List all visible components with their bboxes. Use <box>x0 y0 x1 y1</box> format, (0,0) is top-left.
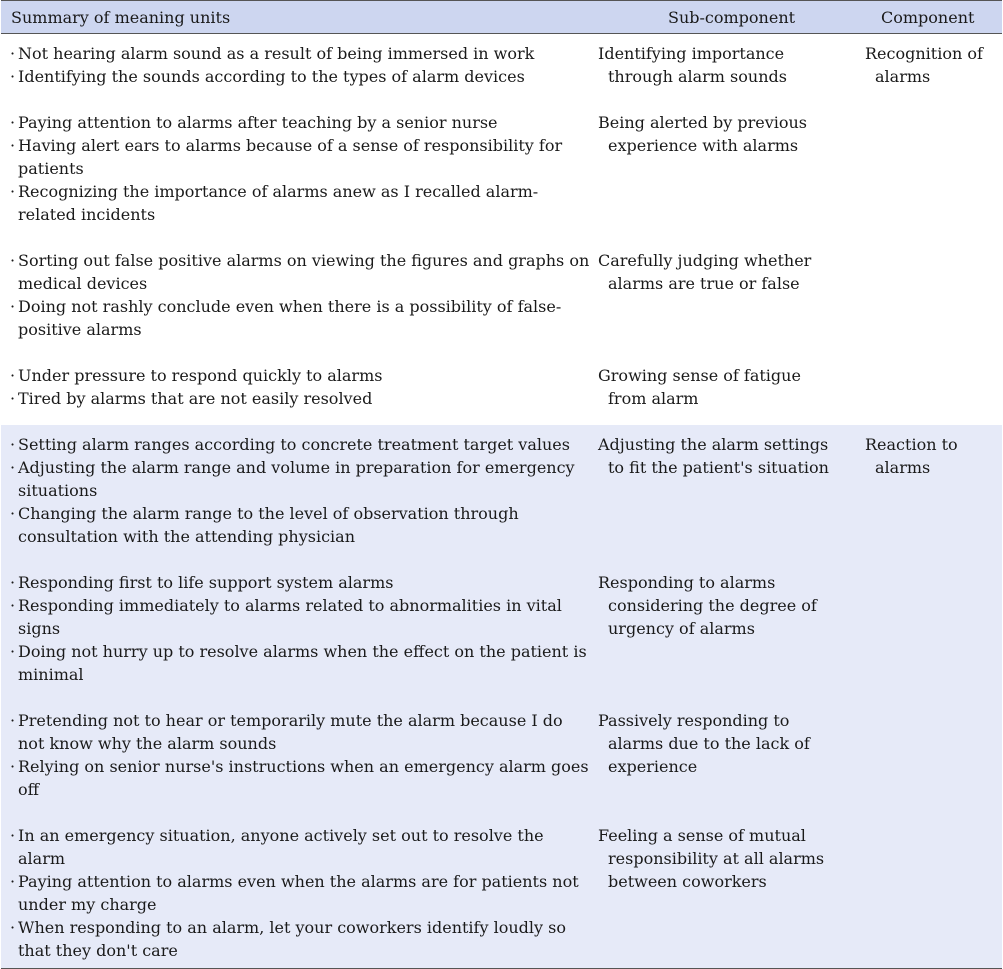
meaning-unit <box>1 870 598 916</box>
sub-component-cell <box>598 241 865 356</box>
meaning-unit <box>1 134 598 180</box>
sub-component-line: through alarm sounds <box>608 67 787 86</box>
meaning-unit-text: Adjusting the alarm range and volume in preparation for emergency situations <box>18 458 575 500</box>
bullet-icon: · <box>10 573 16 592</box>
meaning-units-cell <box>1 816 598 969</box>
meaning-unit-text: When responding to an alarm, let your coworkers identify loudly so that they don't care <box>18 918 566 960</box>
sub-component-line: alarms due to the lack of <box>608 734 810 753</box>
component-line: Recognition of <box>865 44 983 63</box>
meaning-unit <box>1 364 598 387</box>
meaning-unit-text: Responding immediately to alarms related to abnormalities in vital signs <box>18 596 562 638</box>
meaning-unit <box>1 709 598 755</box>
meaning-unit <box>1 456 598 502</box>
bullet-icon: · <box>10 596 16 615</box>
bullet-icon: · <box>10 435 16 454</box>
bullet-icon: · <box>10 918 16 937</box>
meaning-units-cell <box>1 356 598 425</box>
meaning-unit <box>1 249 598 295</box>
bullet-icon: · <box>10 67 16 86</box>
meaning-unit-text: Recognizing the importance of alarms anew as I recalled alarm-related incidents <box>18 182 539 224</box>
meaning-unit <box>1 42 598 65</box>
sub-component-cell <box>598 425 865 563</box>
header-component: Component <box>865 1 1002 34</box>
table-row <box>1 103 1002 241</box>
meaning-units-cell <box>1 701 598 816</box>
meaning-unit <box>1 295 598 341</box>
meaning-unit <box>1 65 598 88</box>
meaning-units-cell <box>1 34 598 104</box>
header-row <box>1 1 1002 34</box>
component-cell <box>865 241 1002 356</box>
meaning-unit <box>1 180 598 226</box>
table-row <box>1 356 1002 425</box>
sub-component-line: Identifying importance <box>598 44 785 63</box>
component-cell <box>865 816 1002 969</box>
bullet-icon: · <box>10 389 16 408</box>
table-row <box>1 425 1002 563</box>
meaning-unit-text: Tired by alarms that are not easily resolved <box>18 389 373 408</box>
sub-component-line: experience with alarms <box>608 136 799 155</box>
meaning-units-cell <box>1 563 598 701</box>
table-body <box>1 34 1002 969</box>
bullet-icon: · <box>10 711 16 730</box>
sub-component-cell <box>598 701 865 816</box>
meaning-units-cell <box>1 425 598 563</box>
meaning-unit <box>1 111 598 134</box>
component-cell <box>865 34 1002 104</box>
meaning-unit-text: Responding first to life support system alarms <box>18 573 394 592</box>
table-row <box>1 34 1002 104</box>
meaning-unit-text: Sorting out false positive alarms on viewing the figures and graphs on medical devices <box>18 251 590 293</box>
meaning-unit <box>1 640 598 686</box>
sub-component-cell <box>598 356 865 425</box>
meaning-unit-text: Not hearing alarm sound as a result of being immersed in work <box>18 44 535 63</box>
meaning-unit <box>1 502 598 548</box>
sub-component-line: between coworkers <box>608 872 767 891</box>
bullet-icon: · <box>10 251 16 270</box>
summary-table <box>1 0 1002 969</box>
bullet-icon: · <box>10 757 16 776</box>
sub-component-line: urgency of alarms <box>608 619 755 638</box>
sub-component-cell <box>598 34 865 104</box>
bullet-icon: · <box>10 136 16 155</box>
sub-component-line: to fit the patient's situation <box>608 458 829 477</box>
sub-component-line: from alarm <box>608 389 699 408</box>
meaning-unit <box>1 387 598 410</box>
sub-component-line: Feeling a sense of mutual <box>598 826 806 845</box>
sub-component-line: experience <box>608 757 698 776</box>
meaning-units-cell <box>1 241 598 356</box>
meaning-unit <box>1 433 598 456</box>
meaning-unit-text: Setting alarm ranges according to concrete treatment target values <box>18 435 570 454</box>
table-row <box>1 816 1002 969</box>
bullet-icon: · <box>10 826 16 845</box>
bullet-icon: · <box>10 504 16 523</box>
bullet-icon: · <box>10 872 16 891</box>
meaning-unit-text: Doing not hurry up to resolve alarms when the effect on the patient is minimal <box>18 642 587 684</box>
bullet-icon: · <box>10 113 16 132</box>
meaning-unit-text: In an emergency situation, anyone actively set out to resolve the alarm <box>18 826 544 868</box>
table-row <box>1 241 1002 356</box>
component-line: alarms <box>875 458 931 477</box>
bullet-icon: · <box>10 366 16 385</box>
header-sub-component: Sub-component <box>598 1 865 34</box>
header-meaning-units: Summary of meaning units <box>1 1 598 34</box>
sub-component-line: Being alerted by previous <box>598 113 808 132</box>
sub-component-line: responsibility at all alarms <box>608 849 825 868</box>
component-line: alarms <box>875 67 931 86</box>
bullet-icon: · <box>10 458 16 477</box>
meaning-unit-text: Under pressure to respond quickly to alarms <box>18 366 383 385</box>
component-cell <box>865 103 1002 241</box>
sub-component-cell <box>598 103 865 241</box>
table-row <box>1 563 1002 701</box>
sub-component-line: considering the degree of <box>608 596 817 615</box>
meaning-unit-text: Doing not rashly conclude even when there is a possibility of false-positive alarms <box>18 297 562 339</box>
meaning-unit <box>1 594 598 640</box>
meaning-unit-text: Paying attention to alarms after teaching by a senior nurse <box>18 113 498 132</box>
meaning-unit-text: Paying attention to alarms even when the alarms are for patients not under my charge <box>18 872 579 914</box>
meaning-unit-text: Relying on senior nurse's instructions when an emergency alarm goes off <box>18 757 589 799</box>
table-row <box>1 701 1002 816</box>
component-line: Reaction to <box>865 435 958 454</box>
component-cell <box>865 701 1002 816</box>
meaning-unit <box>1 571 598 594</box>
sub-component-line: Passively responding to <box>598 711 790 730</box>
bullet-icon: · <box>10 44 16 63</box>
meaning-units-cell <box>1 103 598 241</box>
sub-component-line: Carefully judging whether <box>598 251 812 270</box>
component-cell <box>865 356 1002 425</box>
sub-component-line: Responding to alarms <box>598 573 776 592</box>
sub-component-line: alarms are true or false <box>608 274 800 293</box>
bullet-icon: · <box>10 642 16 661</box>
sub-component-cell <box>598 563 865 701</box>
meaning-unit-text: Having alert ears to alarms because of a sense of responsibility for patients <box>18 136 563 178</box>
component-cell <box>865 563 1002 701</box>
meaning-unit-text: Pretending not to hear or temporarily mute the alarm because I do not know why the alarm sounds <box>18 711 563 753</box>
sub-component-line: Growing sense of fatigue <box>598 366 801 385</box>
meaning-unit <box>1 916 598 962</box>
sub-component-line: Adjusting the alarm settings <box>598 435 829 454</box>
meaning-unit <box>1 824 598 870</box>
bullet-icon: · <box>10 182 16 201</box>
component-cell <box>865 425 1002 563</box>
bullet-icon: · <box>10 297 16 316</box>
meaning-unit-text: Identifying the sounds according to the types of alarm devices <box>18 67 525 86</box>
meaning-unit <box>1 755 598 801</box>
sub-component-cell <box>598 816 865 969</box>
meaning-unit-text: Changing the alarm range to the level of observation through consultation with the attending physician <box>18 504 519 546</box>
